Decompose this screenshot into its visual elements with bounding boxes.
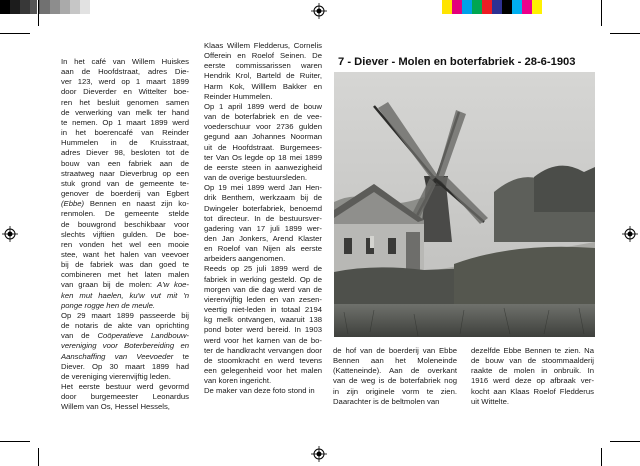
color-swatch (482, 0, 492, 14)
text-line: Reinder Hummelen. (204, 91, 273, 101)
text-line: van de overige bestuursleden. (204, 173, 307, 183)
text-line: slechts vijftien gulden. De boe- (61, 229, 189, 239)
color-swatch (492, 0, 502, 14)
text-line: fabriek in werking gesteld. Op de (204, 274, 322, 284)
text-line: veertig niet-leden in totaal 2194 (204, 305, 322, 315)
text-line: Op 29 maart 1899 passeerde bij (61, 310, 189, 320)
text-line: raakte de molen in onbruik. In (471, 366, 594, 376)
text-line: Reeds op 25 juli 1899 werd de (204, 264, 322, 274)
text-line: tot directeur. In de bestuursver- (204, 213, 322, 223)
text-line: van graan bij de molen: A'w koe- (61, 280, 189, 290)
color-swatch (442, 0, 452, 14)
registration-mark-icon (311, 3, 327, 19)
historic-photo (334, 72, 595, 337)
text-line: de eerste steen in aanwezigheid (204, 162, 322, 172)
text-column-1 (61, 57, 189, 412)
text-line: de bouwgrond beschikbaar voor (61, 219, 189, 229)
text-line: en Roelof van Nijen als eerste (204, 244, 322, 254)
color-swatch (50, 0, 60, 14)
crop-mark (601, 0, 602, 26)
text-line: in zijn originele vorm te zien. (333, 386, 457, 396)
text-line: werd voor het karnen van de bo- (204, 335, 322, 345)
color-swatch (40, 0, 50, 14)
crop-mark (610, 33, 640, 34)
text-line: Willem van Os, Hessel Hessels, (61, 402, 170, 412)
text-line: vierenvijftig leden en van zesen- (204, 294, 322, 304)
text-column-4 (471, 346, 594, 407)
crop-mark (0, 33, 30, 34)
text-line: dezelfde Ebbe Bennen te zien. Na (471, 346, 594, 355)
text-line: eerste commissarissen waren (204, 61, 322, 71)
color-swatch (70, 0, 80, 14)
text-line: kocht aan Klaas Roelof Fledderus (471, 386, 594, 396)
text-line: Het eerste bestuur werd gevormd (61, 382, 189, 391)
text-line: de verwerking van melk ter hand (61, 107, 189, 117)
color-swatch (0, 0, 10, 14)
text-line: genover de boerderij van Egbert (61, 189, 189, 199)
color-swatch (522, 0, 532, 14)
color-swatch (20, 0, 30, 14)
text-line: van de Coöperatieve Landbouw- (61, 331, 189, 341)
text-line: combineren met het laten malen (61, 270, 189, 280)
color-swatch (452, 0, 462, 14)
text-line: door burgemeester Leonardus (61, 392, 189, 402)
gray-calibration-strip (0, 0, 100, 14)
color-swatch (80, 0, 90, 14)
text-line: Klaas Willem Fledderus, Cornelis (204, 41, 322, 50)
color-swatch (60, 0, 70, 14)
text-line: kg melk ontvangen, waaruit 138 (204, 315, 322, 325)
text-line: Bennen aan het Moleneinde (333, 356, 457, 366)
crop-mark (38, 448, 39, 466)
text-line: In het café van Willem Huiskes (61, 57, 189, 66)
text-line: Daarachter is de beltmolen van (333, 396, 440, 406)
text-line: ponge rogge hen de meule. (61, 300, 156, 310)
registration-mark-icon (622, 226, 638, 242)
text-line: stuk grond van de gemeente te- (61, 178, 189, 188)
text-line: de stoomkracht en werd tevens (204, 355, 322, 365)
color-swatch (90, 0, 100, 14)
text-line: een gelegenheid voor het malen (204, 366, 322, 375)
text-line: Diever. Op 30 maart 1899 had (61, 361, 189, 371)
text-line: renmolen. De gemeente stelde (61, 209, 189, 219)
text-line: gadering van 17 juli 1899 wer- (204, 223, 322, 233)
windmill-factory-photo (334, 72, 595, 337)
text-line: (Katteneinde). Aan de overkant (333, 366, 457, 376)
color-swatch (462, 0, 472, 14)
text-line: arbeiders aangenomen. (204, 254, 286, 264)
crop-mark (610, 441, 640, 442)
color-swatch (502, 0, 512, 14)
text-line: Aanschaffing van Veevoeder te (61, 351, 189, 361)
text-line: bij de fabriek was dan goed te (61, 260, 189, 270)
text-line: Op 19 mei 1899 werd Jan Hen- (204, 183, 322, 193)
text-line: ren het besluit genomen samen (61, 97, 189, 107)
text-line: stee, want het halen van veevoer (61, 249, 189, 259)
text-line: de vereniging vierenvijftig leden. (61, 371, 171, 381)
text-line: ter Van Os legde op 18 mei 1899 (204, 152, 322, 162)
text-line: pond boter werd bereid. In 1903 (204, 325, 322, 335)
color-swatch (512, 0, 522, 14)
text-line: van koren ingericht. (204, 376, 272, 386)
text-line: 1916 werd deze op afbraak ver- (471, 376, 594, 386)
text-line: aan de Hoofdstraat, adres Die- (61, 67, 189, 77)
text-line: in het boerencafé van Reinder (61, 128, 189, 138)
color-swatch (532, 0, 542, 14)
text-line: uit de Hoofdstraat. Burgemees- (204, 142, 322, 152)
text-line: ken mut haelen, ku'w vut mit 'n (61, 290, 189, 300)
text-line: bouw van een fabriek aan de (61, 158, 189, 168)
text-line: voederschuur voor 2736 gulden (204, 122, 322, 132)
text-line: ter de handkracht vervangen door (204, 345, 322, 355)
text-line: ver 123, werd op 1 maart 1899 (61, 77, 189, 87)
text-line: De maker van deze foto stond in (204, 386, 315, 396)
text-line: morgen van die dag werd van de (204, 284, 322, 294)
text-line: ren vonden het wel een mooie (61, 239, 189, 249)
registration-mark-icon (311, 446, 327, 462)
text-line: drik Benthem, werkzaam bij de (204, 193, 322, 203)
text-line: adres Diever 98, besloten tot de (61, 148, 189, 158)
text-line: de hof van de boerderij van Ebbe (333, 346, 457, 355)
text-line: Op 1 april 1899 werd de bouw (204, 101, 322, 111)
text-line: van de boterfabriek en de vee- (204, 112, 322, 122)
color-swatch (10, 0, 20, 14)
text-line: Offerein en Roelof Seinen. De (204, 51, 322, 61)
text-line: gegund aan Johannes Noorman (204, 132, 322, 142)
text-line: straatweg naar Dieverbrug op een (61, 168, 189, 178)
text-line: de notaris de akte van oprichting (61, 321, 189, 331)
text-line: (Ebbe) Bennen en naast zijn ko- (61, 199, 189, 209)
text-line: den Jan Jonkers, Arend Klaster (204, 233, 322, 243)
color-swatch (472, 0, 482, 14)
photo-heading: 7 - Diever - Molen en boterfabriek - 28-6-1903 (338, 56, 576, 68)
registration-mark-icon (2, 226, 18, 242)
text-line: Hendrik Krol, Barteld de Ruiter, (204, 71, 322, 81)
text-line: Hummelen in de Kruisstraat, (61, 138, 189, 148)
text-line: door Dieverder en Wittelter boe- (61, 87, 189, 97)
text-line: uit Wittelte. (471, 396, 510, 406)
text-line: vereniging voor Boterbereiding en (61, 341, 189, 351)
text-line: de bouw van de stoommaalderij (471, 356, 594, 366)
text-column-3 (333, 346, 457, 407)
crop-mark (0, 441, 30, 442)
text-line: Dwingeler boterfabriek, benoemd (204, 203, 322, 213)
text-line: te nemen. Op 1 maart 1899 werd (61, 117, 189, 127)
color-calibration-strip (442, 0, 542, 14)
text-column-2 (204, 41, 322, 396)
crop-mark (601, 448, 602, 466)
crop-mark (38, 0, 39, 26)
text-line: Harm Kok, Willlem Bakker en (204, 81, 322, 91)
text-line: van de weg is de boterfabriek nog (333, 376, 457, 386)
